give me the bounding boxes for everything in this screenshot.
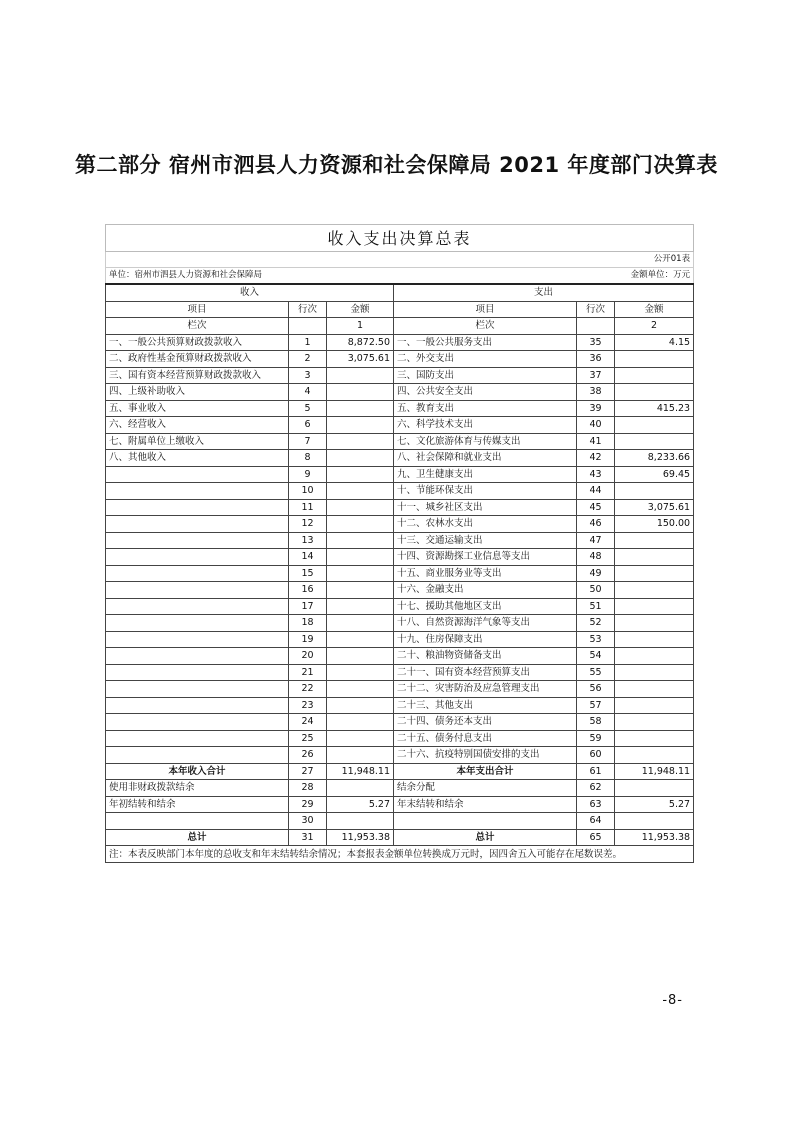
table-row xyxy=(106,631,694,648)
expense-row-no: 58 xyxy=(577,714,615,731)
income-item: 四、上级补助收入 xyxy=(106,384,289,401)
income-item: 年初结转和结余 xyxy=(106,796,289,813)
income-amount xyxy=(327,681,394,698)
expense-amount xyxy=(615,417,694,434)
expense-item: 八、社会保障和就业支出 xyxy=(394,450,577,467)
expense-item: 五、教育支出 xyxy=(394,400,577,417)
income-item xyxy=(106,516,289,533)
expense-row-no: 56 xyxy=(577,681,615,698)
income-row-no: 2 xyxy=(289,351,327,368)
expense-amount xyxy=(615,549,694,566)
expense-amount xyxy=(615,433,694,450)
expense-row-no: 41 xyxy=(577,433,615,450)
expense-item: 十八、自然资源海洋气象等支出 xyxy=(394,615,577,632)
income-item: 六、经营收入 xyxy=(106,417,289,434)
income-row-no: 14 xyxy=(289,549,327,566)
expense-item: 九、卫生健康支出 xyxy=(394,466,577,483)
income-amount xyxy=(327,747,394,764)
table-row xyxy=(106,400,694,417)
table-row xyxy=(106,582,694,599)
income-amount: 3,075.61 xyxy=(327,351,394,368)
income-item: 三、国有资本经营预算财政拨款收入 xyxy=(106,367,289,384)
expense-amount xyxy=(615,631,694,648)
table-row xyxy=(106,367,694,384)
expense-row-no: 35 xyxy=(577,334,615,351)
income-item: 二、政府性基金预算财政拨款收入 xyxy=(106,351,289,368)
income-item xyxy=(106,466,289,483)
expense-row-no: 51 xyxy=(577,598,615,615)
expense-item: 二十六、抗疫特别国债安排的支出 xyxy=(394,747,577,764)
form-code: 公开01表 xyxy=(106,252,694,268)
table-row xyxy=(106,483,694,500)
expense-amount xyxy=(615,582,694,599)
income-amount xyxy=(327,400,394,417)
unit-label: 单位：宿州市泗县人力资源和社会保障局 xyxy=(106,268,577,285)
expense-row-no: 55 xyxy=(577,664,615,681)
expense-amount xyxy=(615,483,694,500)
expense-amount xyxy=(615,384,694,401)
income-item: 使用非财政拨款结余 xyxy=(106,780,289,797)
income-row-no: 16 xyxy=(289,582,327,599)
table-row xyxy=(106,384,694,401)
income-amount xyxy=(327,466,394,483)
income-item: 一、一般公共预算财政拨款收入 xyxy=(106,334,289,351)
empty-cell xyxy=(289,318,327,335)
col-header-item: 项目 xyxy=(106,301,289,318)
lanci-label: 栏次 xyxy=(106,318,289,335)
expense-item: 本年支出合计 xyxy=(394,763,577,780)
expense-item: 总计 xyxy=(394,829,577,846)
income-header: 收入 xyxy=(106,284,394,301)
expense-row-no: 40 xyxy=(577,417,615,434)
lanci-income: 1 xyxy=(327,318,394,335)
expense-row-no: 44 xyxy=(577,483,615,500)
expense-item: 十九、住房保障支出 xyxy=(394,631,577,648)
lanci-expense: 2 xyxy=(615,318,694,335)
table-note: 注：本表反映部门本年度的总收支和年末结转结余情况；本套报表金额单位转换成万元时，因四舍五入可能存在尾数误差。 xyxy=(106,846,694,863)
lanci-label: 栏次 xyxy=(394,318,577,335)
expense-item: 十七、援助其他地区支出 xyxy=(394,598,577,615)
income-amount xyxy=(327,582,394,599)
income-amount xyxy=(327,780,394,797)
expense-amount xyxy=(615,367,694,384)
income-amount xyxy=(327,516,394,533)
income-item xyxy=(106,813,289,830)
income-row-no: 13 xyxy=(289,532,327,549)
table-row xyxy=(106,780,694,797)
expense-item: 十、节能环保支出 xyxy=(394,483,577,500)
expense-amount: 3,075.61 xyxy=(615,499,694,516)
expense-item: 四、公共安全支出 xyxy=(394,384,577,401)
expense-row-no: 57 xyxy=(577,697,615,714)
table-row xyxy=(106,598,694,615)
expense-row-no: 37 xyxy=(577,367,615,384)
expense-amount: 11,948.11 xyxy=(615,763,694,780)
expense-amount xyxy=(615,615,694,632)
table-row xyxy=(106,549,694,566)
income-row-no: 27 xyxy=(289,763,327,780)
expense-item: 二十、粮油物资储备支出 xyxy=(394,648,577,665)
income-amount xyxy=(327,813,394,830)
expense-item: 十五、商业服务业等支出 xyxy=(394,565,577,582)
expense-item: 七、文化旅游体育与传媒支出 xyxy=(394,433,577,450)
income-row-no: 11 xyxy=(289,499,327,516)
expense-row-no: 61 xyxy=(577,763,615,780)
income-item: 七、附属单位上缴收入 xyxy=(106,433,289,450)
expense-item: 十三、交通运输支出 xyxy=(394,532,577,549)
income-amount xyxy=(327,499,394,516)
income-amount: 5.27 xyxy=(327,796,394,813)
col-header-amount: 金额 xyxy=(615,301,694,318)
income-item: 总计 xyxy=(106,829,289,846)
page-title: 第二部分 宿州市泗县人力资源和社会保障局 2021 年度部门决算表 xyxy=(75,153,718,177)
expense-item: 十六、金融支出 xyxy=(394,582,577,599)
table-caption: 收入支出决算总表 xyxy=(106,225,694,252)
expense-row-no: 63 xyxy=(577,796,615,813)
income-amount xyxy=(327,417,394,434)
income-row-no: 8 xyxy=(289,450,327,467)
expense-amount xyxy=(615,664,694,681)
table-row xyxy=(106,615,694,632)
expense-amount: 4.15 xyxy=(615,334,694,351)
table-row xyxy=(106,763,694,780)
income-row-no: 30 xyxy=(289,813,327,830)
expense-amount: 8,233.66 xyxy=(615,450,694,467)
income-item xyxy=(106,747,289,764)
table-row xyxy=(106,334,694,351)
expense-row-no: 36 xyxy=(577,351,615,368)
income-item xyxy=(106,681,289,698)
expense-row-no: 59 xyxy=(577,730,615,747)
income-amount xyxy=(327,648,394,665)
income-amount xyxy=(327,433,394,450)
table-row xyxy=(106,450,694,467)
expense-row-no: 47 xyxy=(577,532,615,549)
income-amount xyxy=(327,615,394,632)
expense-row-no: 62 xyxy=(577,780,615,797)
expense-row-no: 42 xyxy=(577,450,615,467)
income-item xyxy=(106,499,289,516)
income-amount: 8,872.50 xyxy=(327,334,394,351)
table-row xyxy=(106,516,694,533)
expense-amount xyxy=(615,351,694,368)
table-row xyxy=(106,433,694,450)
expense-item: 十一、城乡社区支出 xyxy=(394,499,577,516)
income-row-no: 25 xyxy=(289,730,327,747)
expense-amount xyxy=(615,532,694,549)
income-row-no: 12 xyxy=(289,516,327,533)
expense-amount xyxy=(615,780,694,797)
income-item xyxy=(106,483,289,500)
expense-row-no: 64 xyxy=(577,813,615,830)
income-amount xyxy=(327,549,394,566)
income-item: 五、事业收入 xyxy=(106,400,289,417)
expense-amount xyxy=(615,730,694,747)
expense-row-no: 54 xyxy=(577,648,615,665)
income-row-no: 7 xyxy=(289,433,327,450)
income-item xyxy=(106,532,289,549)
expense-item: 结余分配 xyxy=(394,780,577,797)
table-row xyxy=(106,417,694,434)
income-row-no: 18 xyxy=(289,615,327,632)
income-row-no: 22 xyxy=(289,681,327,698)
expense-item: 十二、农林水支出 xyxy=(394,516,577,533)
income-row-no: 5 xyxy=(289,400,327,417)
table-row xyxy=(106,565,694,582)
expense-amount xyxy=(615,648,694,665)
income-row-no: 20 xyxy=(289,648,327,665)
income-row-no: 24 xyxy=(289,714,327,731)
expense-row-no: 52 xyxy=(577,615,615,632)
income-row-no: 15 xyxy=(289,565,327,582)
income-row-no: 3 xyxy=(289,367,327,384)
expense-item: 六、科学技术支出 xyxy=(394,417,577,434)
income-row-no: 23 xyxy=(289,697,327,714)
empty-cell xyxy=(577,318,615,335)
income-amount: 11,953.38 xyxy=(327,829,394,846)
expense-item: 一、一般公共服务支出 xyxy=(394,334,577,351)
expense-amount xyxy=(615,747,694,764)
expense-row-no: 46 xyxy=(577,516,615,533)
income-item xyxy=(106,648,289,665)
income-item xyxy=(106,615,289,632)
income-amount xyxy=(327,483,394,500)
income-amount xyxy=(327,598,394,615)
income-row-no: 28 xyxy=(289,780,327,797)
expense-row-no: 65 xyxy=(577,829,615,846)
table-row xyxy=(106,714,694,731)
income-row-no: 31 xyxy=(289,829,327,846)
income-row-no: 6 xyxy=(289,417,327,434)
income-item xyxy=(106,582,289,599)
expense-item: 十四、资源勘探工业信息等支出 xyxy=(394,549,577,566)
income-row-no: 29 xyxy=(289,796,327,813)
expense-row-no: 38 xyxy=(577,384,615,401)
expense-amount xyxy=(615,697,694,714)
col-header-row-no: 行次 xyxy=(577,301,615,318)
table-row xyxy=(106,466,694,483)
expense-amount xyxy=(615,714,694,731)
income-amount xyxy=(327,384,394,401)
expense-header: 支出 xyxy=(394,284,694,301)
expense-item: 年末结转和结余 xyxy=(394,796,577,813)
income-row-no: 1 xyxy=(289,334,327,351)
income-expense-table xyxy=(105,224,693,863)
expense-item: 二十四、债务还本支出 xyxy=(394,714,577,731)
income-row-no: 19 xyxy=(289,631,327,648)
expense-amount: 150.00 xyxy=(615,516,694,533)
table-row xyxy=(106,697,694,714)
expense-amount: 415.23 xyxy=(615,400,694,417)
expense-amount: 11,953.38 xyxy=(615,829,694,846)
income-item xyxy=(106,697,289,714)
expense-row-no: 39 xyxy=(577,400,615,417)
expense-amount xyxy=(615,813,694,830)
expense-row-no: 53 xyxy=(577,631,615,648)
table-row xyxy=(106,351,694,368)
expense-item: 二十五、债务付息支出 xyxy=(394,730,577,747)
expense-amount: 5.27 xyxy=(615,796,694,813)
currency-unit: 金额单位：万元 xyxy=(577,268,694,285)
expense-amount: 69.45 xyxy=(615,466,694,483)
table-row xyxy=(106,796,694,813)
income-row-no: 21 xyxy=(289,664,327,681)
income-row-no: 9 xyxy=(289,466,327,483)
income-item xyxy=(106,631,289,648)
income-amount xyxy=(327,367,394,384)
table-row xyxy=(106,532,694,549)
income-row-no: 17 xyxy=(289,598,327,615)
expense-item: 二十一、国有资本经营预算支出 xyxy=(394,664,577,681)
expense-row-no: 60 xyxy=(577,747,615,764)
table-row xyxy=(106,829,694,846)
page-number: -8- xyxy=(662,993,683,1008)
income-item xyxy=(106,565,289,582)
income-amount xyxy=(327,631,394,648)
income-amount xyxy=(327,664,394,681)
table-row xyxy=(106,648,694,665)
table-row xyxy=(106,813,694,830)
table-row xyxy=(106,681,694,698)
expense-item: 二、外交支出 xyxy=(394,351,577,368)
expense-amount xyxy=(615,681,694,698)
expense-row-no: 48 xyxy=(577,549,615,566)
income-item xyxy=(106,730,289,747)
expense-amount xyxy=(615,598,694,615)
income-amount xyxy=(327,565,394,582)
income-amount xyxy=(327,730,394,747)
col-header-row-no: 行次 xyxy=(289,301,327,318)
table-row xyxy=(106,730,694,747)
income-item: 本年收入合计 xyxy=(106,763,289,780)
expense-item: 二十三、其他支出 xyxy=(394,697,577,714)
income-amount xyxy=(327,532,394,549)
income-item xyxy=(106,664,289,681)
table-row xyxy=(106,664,694,681)
expense-row-no: 45 xyxy=(577,499,615,516)
income-amount xyxy=(327,697,394,714)
col-header-amount: 金额 xyxy=(327,301,394,318)
expense-item: 二十二、灾害防治及应急管理支出 xyxy=(394,681,577,698)
expense-row-no: 43 xyxy=(577,466,615,483)
income-amount xyxy=(327,714,394,731)
income-item: 八、其他收入 xyxy=(106,450,289,467)
table-row xyxy=(106,747,694,764)
income-item xyxy=(106,598,289,615)
expense-row-no: 50 xyxy=(577,582,615,599)
income-row-no: 26 xyxy=(289,747,327,764)
expense-item: 三、国防支出 xyxy=(394,367,577,384)
income-item xyxy=(106,549,289,566)
expense-amount xyxy=(615,565,694,582)
expense-item xyxy=(394,813,577,830)
table-row xyxy=(106,499,694,516)
col-header-item: 项目 xyxy=(394,301,577,318)
income-item xyxy=(106,714,289,731)
income-row-no: 4 xyxy=(289,384,327,401)
expense-row-no: 49 xyxy=(577,565,615,582)
income-row-no: 10 xyxy=(289,483,327,500)
income-amount: 11,948.11 xyxy=(327,763,394,780)
income-amount xyxy=(327,450,394,467)
